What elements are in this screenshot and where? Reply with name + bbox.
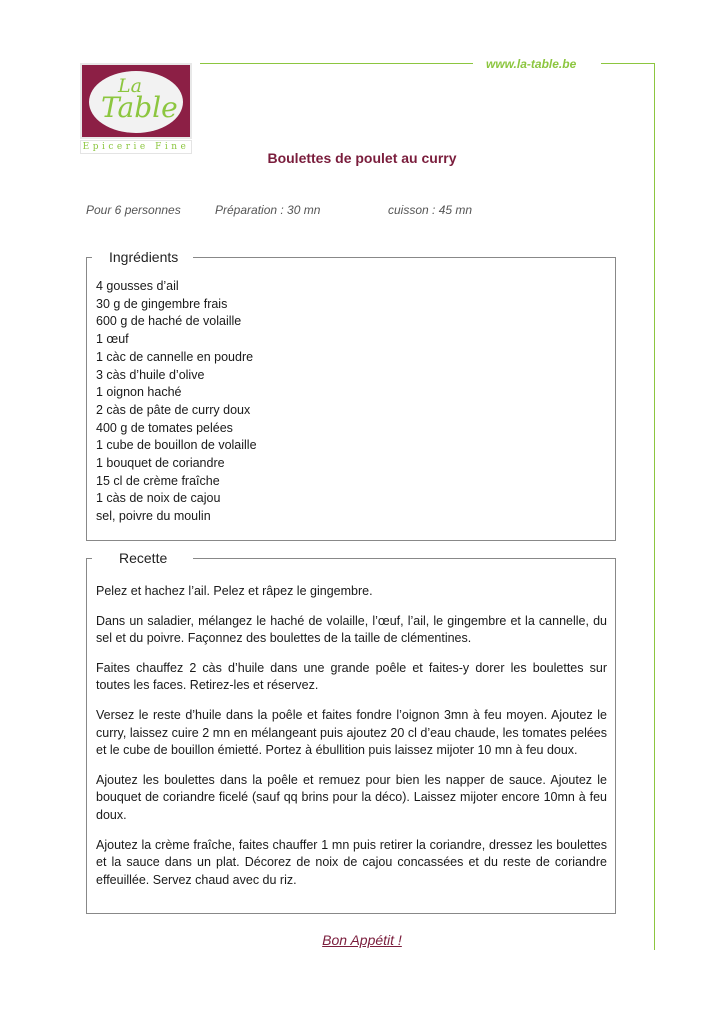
ingredients-heading: Ingrédients [99, 249, 188, 265]
ingredient-item: 1 oignon haché [96, 385, 182, 400]
recipe-heading: Recette [109, 550, 177, 566]
recipe-step: Dans un saladier, mélangez le haché de volaille, l’œuf, l’ail, le gingembre et la cannelle, du sel et du poivre. Façonnez des boulettes de la taille de clémentines. [96, 613, 607, 646]
website-link[interactable]: www.la-table.be [486, 57, 577, 71]
ingredient-item: 1 cube de bouillon de volaille [96, 438, 257, 453]
recipe-title-text: Boulettes de poulet au curry [267, 150, 457, 166]
ingredient-item: 15 cl de crème fraîche [96, 473, 220, 488]
ingredient-item: 1 càc de cannelle en poudre [96, 349, 254, 364]
ingredient-item: 2 càs de pâte de curry doux [96, 402, 251, 417]
ingredient-item: 400 g de tomates pelées [96, 420, 233, 435]
brand-logo [80, 63, 192, 155]
recipe-step: Versez le reste d’huile dans la poêle et faites fondre l’oignon 3mn à feu moyen. Ajoutez le curry, laissez cuire 2 mn en mélangeant puis ajoutez 20 cl d’eau chaude, les tomates pelées et le cube de bouillon émietté. Portez à ébullition puis laissez mijoter 10 mn à feu doux. [96, 707, 607, 758]
ingredient-item: 1 bouquet de coriandre [96, 456, 225, 471]
ingredients-list [96, 278, 257, 526]
ingredient-item: 3 càs d’huile d’olive [96, 367, 205, 382]
box-top-border [193, 558, 616, 559]
logo-subtitle: Epicerie Fine [80, 140, 192, 154]
servings: Pour 6 personnes [86, 203, 181, 217]
ingredient-item: sel, poivre du moulin [96, 509, 211, 524]
ingredient-item: 1 œuf [96, 332, 129, 347]
box-corner [86, 558, 92, 559]
recipe-steps [96, 583, 607, 901]
recipe-section [86, 550, 616, 914]
logo-background [80, 63, 192, 139]
cooking-time: cuisson : 45 mn [388, 203, 473, 217]
logo-text-table: Table [101, 91, 178, 124]
recipe-step: Ajoutez la crème fraîche, faites chauffer 1 mn puis retirer la coriandre, dressez les boulettes et la sauce dans un plat. Décorez de noix de cajou concassées et du reste de coriandre effeuillée. Servez chaud avec du riz. [96, 837, 607, 887]
recipe-step: Ajoutez les boulettes dans la poêle et remuez pour bien les napper de sauce. Ajoutez le bouquet de coriandre ficelé (sauf qq brins pour la déco). Laissez mijoter encore 10mn à feu doux. [96, 772, 607, 822]
box-corner [86, 257, 92, 258]
ingredient-item: 600 g de haché de volaille [96, 314, 242, 329]
header-line-right [601, 63, 654, 64]
ingredients-section [86, 249, 616, 541]
ingredient-item: 30 g de gingembre frais [96, 296, 228, 311]
recipe-step: Pelez et hachez l’ail. Pelez et râpez le gingembre. [96, 584, 373, 598]
ingredient-item: 4 gousses d’ail [96, 279, 179, 293]
recipe-step: Faites chauffez 2 càs d’huile dans une grande poêle et faites-y dorer les boulettes sur toutes les faces. Retirez-les et réservez. [96, 660, 607, 693]
preparation-time: Préparation : 30 mn [215, 203, 321, 217]
ingredient-item: 1 càs de noix de cajou [96, 491, 221, 506]
header-line-left [200, 63, 473, 64]
page-border-right [654, 63, 655, 950]
logo-text-la: La [118, 75, 142, 97]
box-top-border [193, 257, 616, 258]
closing-text: Bon Appétit ! [322, 932, 402, 948]
recipe-title [0, 150, 724, 166]
